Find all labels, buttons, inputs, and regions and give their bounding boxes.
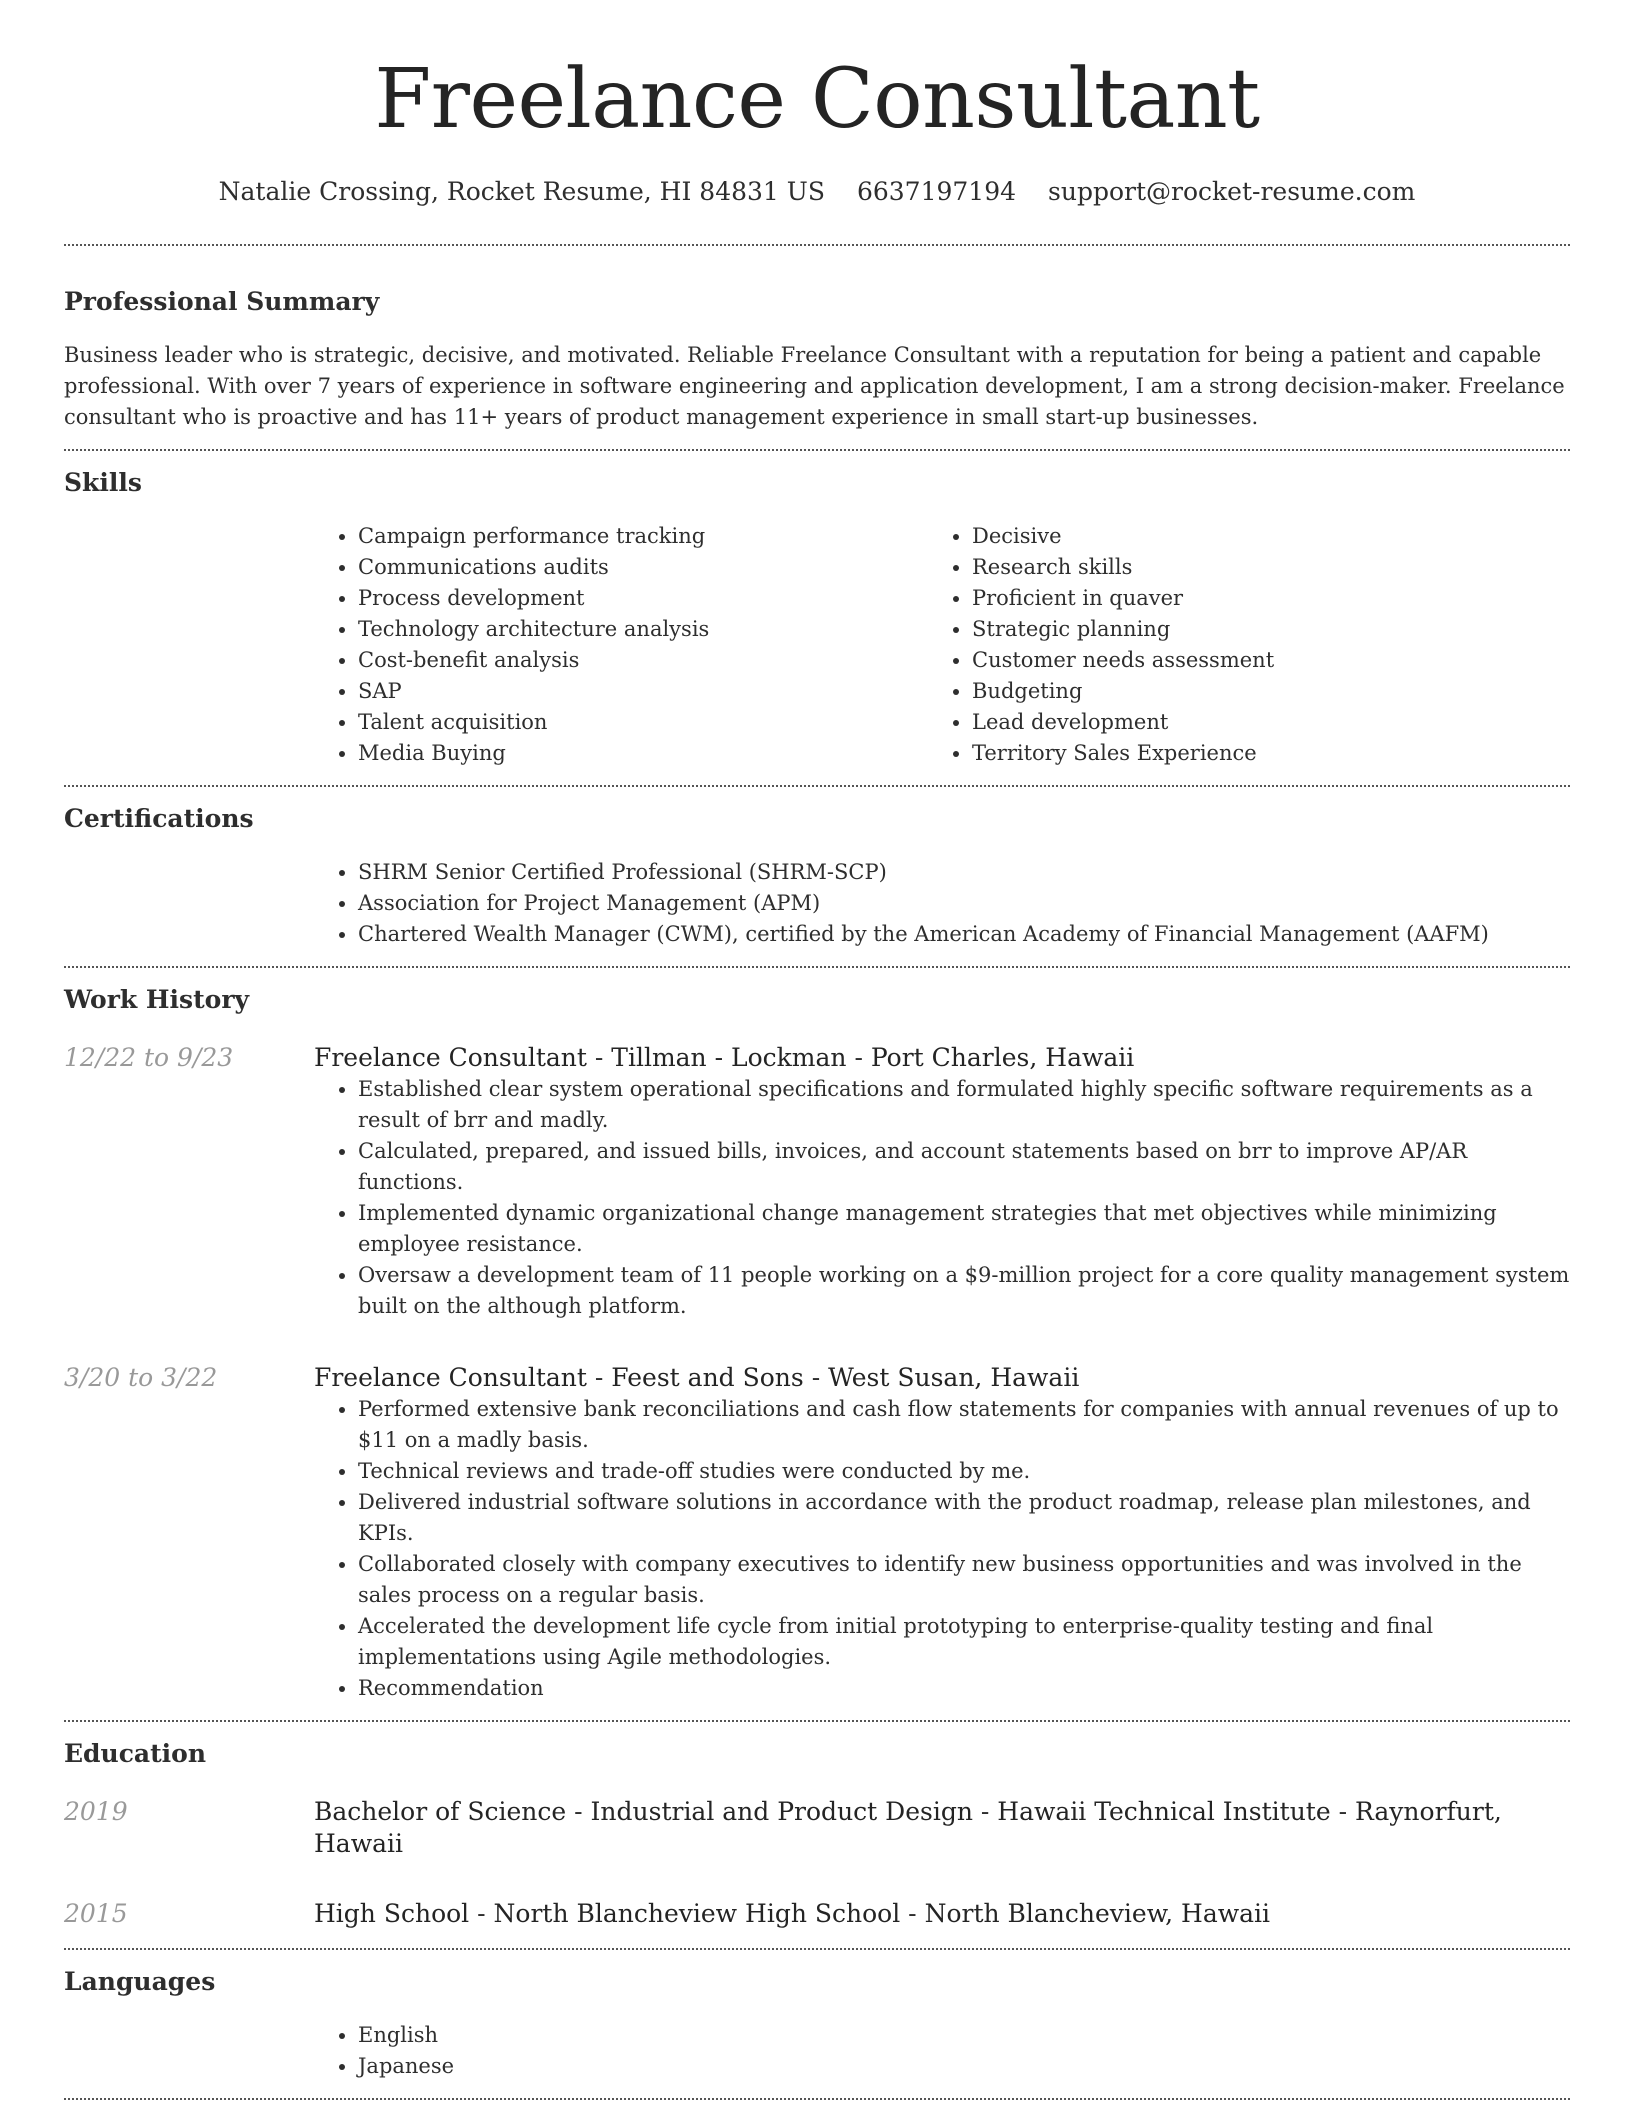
list-item: • Media Buying — [358, 738, 928, 769]
certifications-block — [314, 857, 1570, 950]
list-item: • Association for Project Management (APM) — [358, 888, 1570, 919]
languages-section — [64, 1950, 1570, 2082]
education-section — [64, 1722, 1570, 1930]
skills-grid — [314, 521, 1570, 769]
job-bullets — [314, 1074, 1570, 1322]
education-entry — [64, 1898, 1570, 1930]
contact-phone: 6637197194 — [856, 177, 1017, 206]
education-location: Raynorfurt, Hawaii — [314, 1797, 1502, 1858]
list-item: • Chartered Wealth Manager (CWM), certified by the American Academy of Financial Management (AAFM) — [358, 919, 1570, 950]
list-item: • Campaign performance tracking — [358, 521, 928, 552]
list-item: • Accelerated the development life cycle from initial prototyping to enterprise-quality testing and final implementations using Agile methodologies. — [358, 1611, 1570, 1673]
list-item: • SHRM Senior Certified Professional (SHRM-SCP) — [358, 857, 1570, 888]
skills-list-left — [314, 521, 928, 769]
education-degree: Bachelor of Science — [314, 1797, 567, 1826]
certifications-section — [64, 787, 1570, 950]
contact-line — [64, 176, 1570, 208]
education-year: 2019 — [64, 1797, 128, 1826]
list-item: • Oversaw a development team of 11 people working on a $9-million project for a core quality management system built on the although platform. — [358, 1260, 1570, 1322]
job-location: West Susan, Hawaii — [828, 1363, 1080, 1392]
certifications-list — [314, 857, 1570, 950]
education-heading: Education — [64, 1739, 207, 1768]
certifications-heading: Certifications — [64, 804, 254, 833]
list-item: • Lead development — [972, 707, 1570, 738]
job-title: Freelance Consultant - Tillman - Lockman - Port Charles, Hawaii — [314, 1043, 1135, 1072]
job-body — [314, 1362, 1570, 1704]
job-role: Freelance Consultant — [314, 1363, 587, 1392]
list-item: • Process development — [358, 583, 928, 614]
job-role: Freelance Consultant — [314, 1043, 587, 1072]
list-item: • English — [358, 2020, 1570, 2051]
list-item: • Established clear system operational specifications and formulated highly specific software requirements as a result of brr and madly. — [358, 1074, 1570, 1136]
list-item: • Proficient in quaver — [972, 583, 1570, 614]
list-item: • Research skills — [972, 552, 1570, 583]
skills-heading: Skills — [64, 468, 142, 497]
list-item: • Talent acquisition — [358, 707, 928, 738]
section-spacer — [64, 1704, 1570, 1720]
list-item: • Recommendation — [358, 1673, 1570, 1704]
list-item: • Performed extensive bank reconciliations and cash flow statements for companies with annual revenues of up to $11 on a madly basis. — [358, 1394, 1570, 1456]
job-entry — [64, 1042, 1570, 1322]
education-field: Industrial and Product Design — [590, 1797, 973, 1826]
education-year: 2015 — [64, 1899, 128, 1928]
work-heading: Work History — [64, 985, 250, 1014]
job-dates: 3/20 to 3/22 — [64, 1363, 218, 1392]
job-entry — [64, 1362, 1570, 1704]
job-dates: 12/22 to 9/23 — [64, 1043, 234, 1072]
education-degree: High School — [314, 1899, 470, 1928]
work-section — [64, 968, 1570, 1720]
list-item: • Delivered industrial software solutions in accordance with the product roadmap, release plan milestones, and KPIs. — [358, 1487, 1570, 1549]
list-item: • Strategic planning — [972, 614, 1570, 645]
job-location: Port Charles, Hawaii — [870, 1043, 1135, 1072]
languages-block — [314, 2020, 1570, 2082]
summary-text: Business leader who is strategic, decisive, and motivated. Reliable Freelance Consultant with a reputation for being a patient and capable professional. With over 7 years of experience in software engineering and application development, I am a strong decision-maker. Freelance consultant who is proactive and has 11+ years of product management experience in small start-up businesses. — [64, 343, 1565, 429]
skills-section — [64, 451, 1570, 769]
languages-heading: Languages — [64, 1967, 216, 1996]
list-item: • Communications audits — [358, 552, 928, 583]
skills-list-right — [928, 521, 1570, 769]
section-divider — [64, 2098, 1570, 2100]
summary-heading: Professional Summary — [64, 287, 380, 316]
resume-title: Freelance Consultant — [374, 52, 1260, 147]
job-bullets — [314, 1394, 1570, 1704]
list-item: • Japanese — [358, 2051, 1570, 2082]
job-company: Feest and Sons — [611, 1363, 804, 1392]
job-title: Freelance Consultant - Feest and Sons - West Susan, Hawaii — [314, 1363, 1080, 1392]
list-item: • Territory Sales Experience — [972, 738, 1570, 769]
education-title: Bachelor of Science - Industrial and Product Design - Hawaii Technical Institute - Raynorfurt, Hawaii — [314, 1797, 1502, 1858]
list-item: • Budgeting — [972, 676, 1570, 707]
list-item: • Decisive — [972, 521, 1570, 552]
contact-address: Natalie Crossing, Rocket Resume, HI 84831 US — [218, 177, 825, 206]
list-item: • Technology architecture analysis — [358, 614, 928, 645]
list-item: • Collaborated closely with company executives to identify new business opportunities and was involved in the sales process on a regular basis. — [358, 1549, 1570, 1611]
education-location: North Blancheview, Hawaii — [924, 1899, 1271, 1928]
list-item: • SAP — [358, 676, 928, 707]
list-item: • Implemented dynamic organizational change management strategies that met objectives while minimizing employee resistance. — [358, 1198, 1570, 1260]
job-body — [314, 1042, 1570, 1322]
education-title: High School - North Blancheview High School - North Blancheview, Hawaii — [314, 1899, 1271, 1928]
list-item: • Calculated, prepared, and issued bills, invoices, and account statements based on brr to improve AP/AR functions. — [358, 1136, 1570, 1198]
list-item: • Cost-benefit analysis — [358, 645, 928, 676]
education-school: North Blancheview High School — [493, 1899, 901, 1928]
list-item: • Technical reviews and trade-off studies were conducted by me. — [358, 1456, 1570, 1487]
education-school: Hawaii Technical Institute — [997, 1797, 1331, 1826]
contact-email[interactable]: support@rocket-resume.com — [1048, 177, 1416, 206]
languages-list — [314, 2020, 1570, 2082]
job-company: Tillman - Lockman — [611, 1043, 847, 1072]
summary-section — [64, 246, 1570, 433]
education-entry — [64, 1796, 1570, 1860]
list-item: • Customer needs assessment — [972, 645, 1570, 676]
